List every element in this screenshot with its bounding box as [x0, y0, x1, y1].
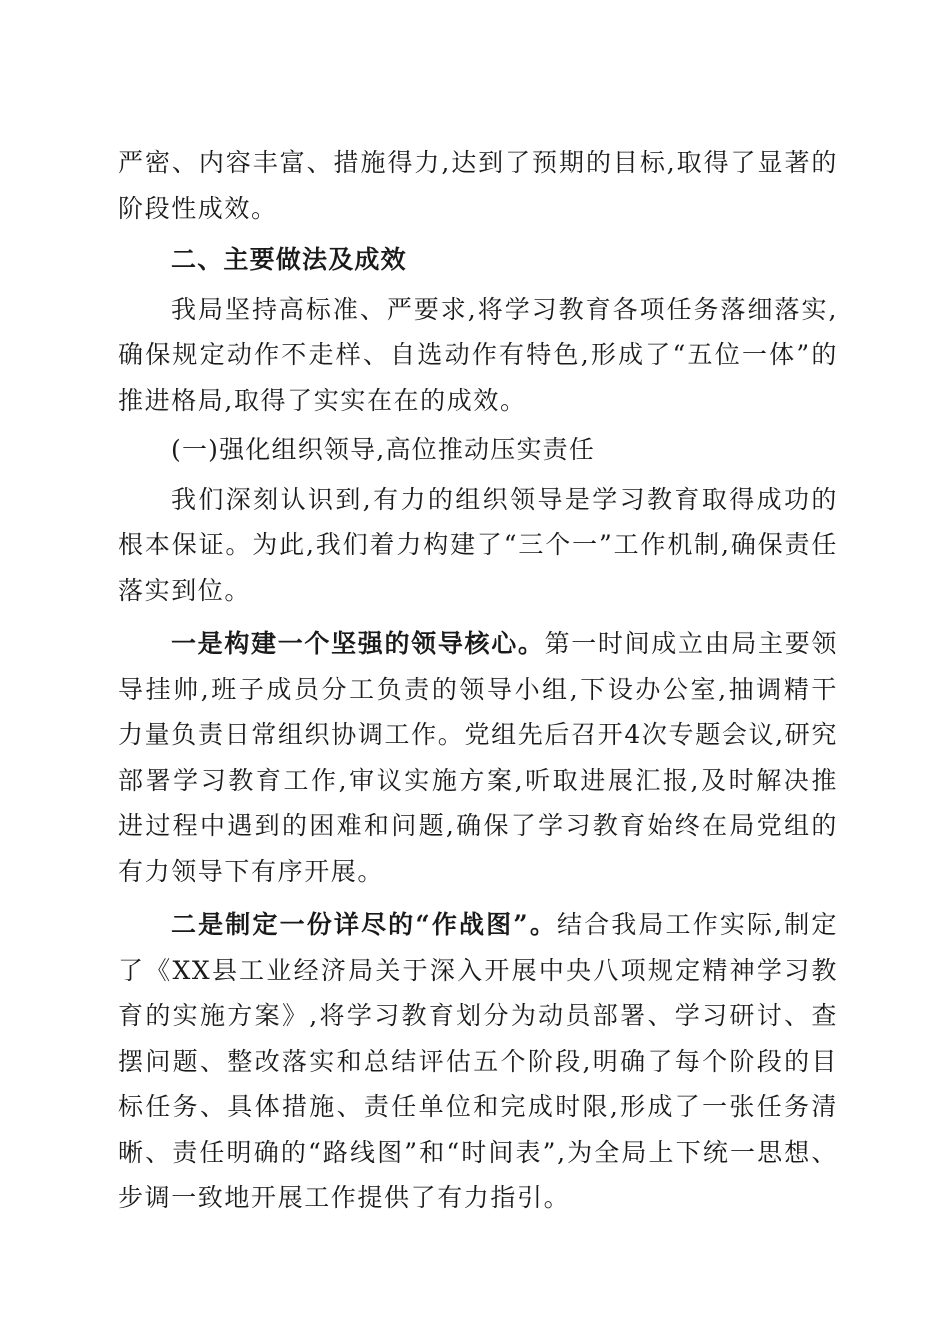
- subsection-heading: (一)强化组织领导,高位推动压实责任: [171, 435, 596, 464]
- paragraph-lead-text: 二是制定一份详尽的“作战图”。: [171, 910, 557, 939]
- document-body: [118, 140, 838, 1221]
- paragraph-leadership: 我们深刻认识到,有力的组织领导是学习教育取得成功的根本保证。为此,我们着力构建了“三个一”工作机制,确保责任落实到位。: [118, 484, 838, 605]
- section-heading: 二、主要做法及成效: [171, 245, 407, 274]
- paragraph-battle-map: [118, 902, 838, 1221]
- paragraph-lead-text: 一是构建一个坚强的领导核心。: [171, 629, 545, 658]
- paragraph-body-text: 结合我局工作实际,制定了《XX县工业经济局关于深入开展中央八项规定精神学习教育的实施方案》,将学习教育划分为动员部署、学习研讨、查摆问题、整改落实和总结评估五个阶段,明确了每个阶段的目标任务、具体措施、责任单位和完成时限,形成了一张任务清晰、责任明确的“路线图”和“时间表”,为全局上下统一思想、步调一致地开展工作提供了有力指引。: [118, 910, 838, 1212]
- paragraph-leadership-core: [118, 621, 838, 894]
- paragraph-continuation: 严密、内容丰富、措施得力,达到了预期的目标,取得了显著的阶段性成效。: [118, 148, 838, 223]
- paragraph-body-text: 第一时间成立由局主要领导挂帅,班子成员分工负责的领导小组,下设办公室,抽调精干力量负责日常组织协调工作。党组先后召开4次专题会议,研究部署学习教育工作,审议实施方案,听取进展汇报,及时解决推进过程中遇到的困难和问题,确保了学习教育始终在局党组的有力领导下有序开展。: [118, 629, 838, 886]
- paragraph-overview: 我局坚持高标准、严要求,将学习教育各项任务落细落实,确保规定动作不走样、自选动作有特色,形成了“五位一体”的推进格局,取得了实实在在的成效。: [118, 294, 838, 415]
